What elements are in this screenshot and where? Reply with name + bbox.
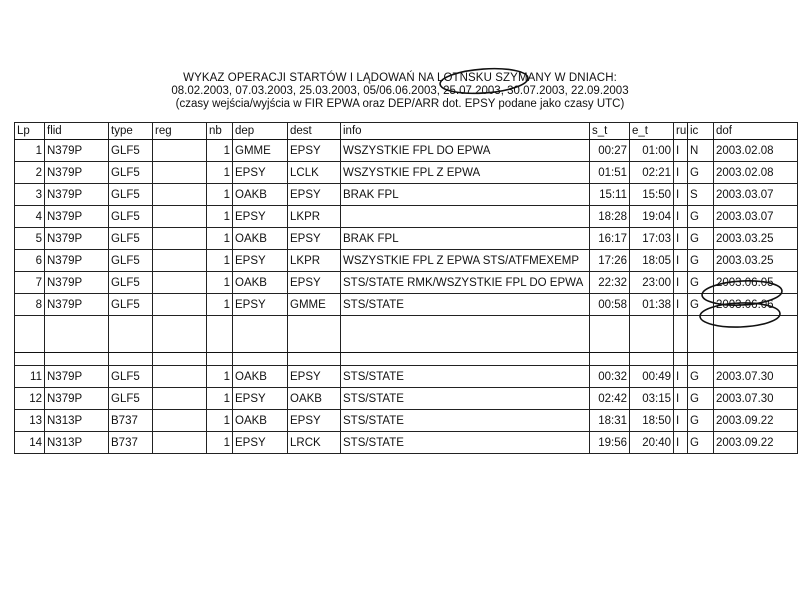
cell-nb: 1 [207, 228, 233, 250]
cell-flid: N379P [45, 250, 109, 272]
cell-ic: N [688, 140, 714, 162]
cell-s-t: 17:26 [590, 250, 630, 272]
cell-dof: 2003.03.07 [714, 184, 798, 206]
cell-e-t: 20:40 [630, 432, 674, 454]
cell-dest: LCLK [288, 162, 341, 184]
cell-lp: 13 [15, 410, 45, 432]
cell-dof: 2003.09.22 [714, 410, 798, 432]
cell-dep: EPSY [233, 294, 288, 316]
cell-lp: 6 [15, 250, 45, 272]
table-row [15, 294, 798, 316]
cell-dep: EPSY [233, 250, 288, 272]
cell-nb: 1 [207, 294, 233, 316]
operations-table [14, 122, 798, 454]
cell-type: GLF5 [109, 272, 153, 294]
cell-nb: 1 [207, 184, 233, 206]
cell-info: BRAK FPL [341, 228, 590, 250]
cell-dof: 2003.03.25 [714, 228, 798, 250]
cell-rul: I [674, 184, 688, 206]
cell-dep: OAKB [233, 366, 288, 388]
cell-e-t: 19:04 [630, 206, 674, 228]
cell-type: GLF5 [109, 250, 153, 272]
cell-type: B737 [109, 432, 153, 454]
header-note: (czasy wejścia/wyjścia w FIR EPWA oraz DEP/ARR dot. EPSY podane jako czasy UTC) [175, 98, 625, 110]
cell-ic: S [688, 184, 714, 206]
table-gap-section [15, 316, 798, 366]
cell-lp: 3 [15, 184, 45, 206]
cell-nb: 1 [207, 162, 233, 184]
table-row [15, 206, 798, 228]
cell-dest: EPSY [288, 184, 341, 206]
cell-dest: LKPR [288, 206, 341, 228]
header-title: WYKAZ OPERACJI STARTÓW I LĄDOWAŃ NA LOTNSKU SZYMANY W DNIACH: [183, 72, 617, 84]
cell-dep: OAKB [233, 228, 288, 250]
col-header-flid: flid [45, 123, 109, 140]
cell-rul: I [674, 410, 688, 432]
cell-reg [153, 140, 207, 162]
cell-s-t: 18:31 [590, 410, 630, 432]
cell-dep: OAKB [233, 184, 288, 206]
cell-reg [153, 250, 207, 272]
cell-e-t: 23:00 [630, 272, 674, 294]
cell-dof: 2003.03.07 [714, 206, 798, 228]
cell-e-t: 18:05 [630, 250, 674, 272]
cell-s-t: 02:42 [590, 388, 630, 410]
table-row [15, 184, 798, 206]
cell-flid: N379P [45, 184, 109, 206]
cell-dep: OAKB [233, 272, 288, 294]
cell-e-t: 00:49 [630, 366, 674, 388]
cell-lp: 7 [15, 272, 45, 294]
col-header-e-t: e_t [630, 123, 674, 140]
cell-rul: I [674, 250, 688, 272]
cell-s-t: 01:51 [590, 162, 630, 184]
col-header-rul: rul [674, 123, 688, 140]
cell-ic: G [688, 206, 714, 228]
table-row [15, 366, 798, 388]
cell-info: STS/STATE [341, 432, 590, 454]
cell-reg [153, 410, 207, 432]
cell-type: B737 [109, 410, 153, 432]
cell-ic: G [688, 432, 714, 454]
cell-reg [153, 366, 207, 388]
cell-s-t: 15:11 [590, 184, 630, 206]
cell-rul: I [674, 272, 688, 294]
col-header-info: info [341, 123, 590, 140]
cell-info: STS/STATE [341, 294, 590, 316]
table-body-top [15, 140, 798, 316]
cell-reg [153, 162, 207, 184]
cell-dep: EPSY [233, 206, 288, 228]
cell-dest: OAKB [288, 388, 341, 410]
cell-nb: 1 [207, 432, 233, 454]
cell-dest: EPSY [288, 366, 341, 388]
cell-rul: I [674, 206, 688, 228]
cell-reg [153, 388, 207, 410]
cell-rul: I [674, 294, 688, 316]
cell-rul: I [674, 366, 688, 388]
cell-info [341, 206, 590, 228]
table-row [15, 388, 798, 410]
cell-nb: 1 [207, 250, 233, 272]
cell-flid: N313P [45, 432, 109, 454]
col-header-nb: nb [207, 123, 233, 140]
table-row [15, 410, 798, 432]
cell-e-t: 03:15 [630, 388, 674, 410]
cell-dep: GMME [233, 140, 288, 162]
cell-ic: G [688, 272, 714, 294]
cell-dof: 2003.09.22 [714, 432, 798, 454]
cell-s-t: 19:56 [590, 432, 630, 454]
cell-type: GLF5 [109, 228, 153, 250]
cell-reg [153, 206, 207, 228]
table-row [15, 272, 798, 294]
cell-type: GLF5 [109, 294, 153, 316]
cell-rul: I [674, 228, 688, 250]
cell-ic: G [688, 388, 714, 410]
cell-flid: N379P [45, 140, 109, 162]
cell-lp: 2 [15, 162, 45, 184]
cell-reg [153, 228, 207, 250]
cell-lp: 5 [15, 228, 45, 250]
cell-type: GLF5 [109, 140, 153, 162]
cell-lp: 11 [15, 366, 45, 388]
cell-info: STS/STATE [341, 366, 590, 388]
cell-s-t: 00:27 [590, 140, 630, 162]
cell-nb: 1 [207, 410, 233, 432]
col-header-reg: reg [153, 123, 207, 140]
cell-s-t: 16:17 [590, 228, 630, 250]
cell-flid: N379P [45, 388, 109, 410]
cell-dof: 2003.06.06 [714, 294, 798, 316]
cell-reg [153, 432, 207, 454]
cell-reg [153, 184, 207, 206]
cell-dof: 2003.02.08 [714, 140, 798, 162]
col-header-s-t: s_t [590, 123, 630, 140]
cell-lp: 4 [15, 206, 45, 228]
table-body-bottom [15, 366, 798, 454]
cell-flid: N379P [45, 294, 109, 316]
cell-flid: N313P [45, 410, 109, 432]
cell-dest: EPSY [288, 140, 341, 162]
cell-type: GLF5 [109, 206, 153, 228]
cell-e-t: 17:03 [630, 228, 674, 250]
cell-rul: I [674, 388, 688, 410]
cell-info: STS/STATE RMK/WSZYSTKIE FPL DO EPWA [341, 272, 590, 294]
cell-dof: 2003.03.25 [714, 250, 798, 272]
cell-rul: I [674, 162, 688, 184]
cell-nb: 1 [207, 272, 233, 294]
col-header-dest: dest [288, 123, 341, 140]
cell-e-t: 02:21 [630, 162, 674, 184]
cell-ic: G [688, 366, 714, 388]
blank-spacer-row [15, 353, 798, 366]
cell-dep: EPSY [233, 432, 288, 454]
document-header [120, 72, 680, 111]
cell-info: STS/STATE [341, 410, 590, 432]
cell-nb: 1 [207, 140, 233, 162]
table-row [15, 140, 798, 162]
cell-reg [153, 272, 207, 294]
cell-dest: GMME [288, 294, 341, 316]
cell-dep: EPSY [233, 162, 288, 184]
cell-info: BRAK FPL [341, 184, 590, 206]
cell-dest: EPSY [288, 410, 341, 432]
cell-e-t: 01:00 [630, 140, 674, 162]
cell-ic: G [688, 162, 714, 184]
cell-e-t: 15:50 [630, 184, 674, 206]
cell-nb: 1 [207, 388, 233, 410]
cell-dep: OAKB [233, 410, 288, 432]
cell-dof: 2003.07.30 [714, 366, 798, 388]
cell-ic: G [688, 294, 714, 316]
cell-type: GLF5 [109, 162, 153, 184]
cell-dest: EPSY [288, 228, 341, 250]
cell-info: WSZYSTKIE FPL Z EPWA STS/ATFMEXEMP [341, 250, 590, 272]
cell-flid: N379P [45, 228, 109, 250]
table-row [15, 228, 798, 250]
cell-flid: N379P [45, 162, 109, 184]
cell-info: WSZYSTKIE FPL Z EPWA [341, 162, 590, 184]
cell-nb: 1 [207, 366, 233, 388]
table-row [15, 162, 798, 184]
cell-dep: EPSY [233, 388, 288, 410]
cell-lp: 8 [15, 294, 45, 316]
cell-info: WSZYSTKIE FPL DO EPWA [341, 140, 590, 162]
cell-dest: LRCK [288, 432, 341, 454]
cell-e-t: 18:50 [630, 410, 674, 432]
cell-lp: 12 [15, 388, 45, 410]
redacted-gap-row [15, 316, 798, 353]
cell-lp: 1 [15, 140, 45, 162]
table-row [15, 432, 798, 454]
cell-flid: N379P [45, 366, 109, 388]
cell-s-t: 00:58 [590, 294, 630, 316]
cell-rul: I [674, 432, 688, 454]
col-header-dof: dof [714, 123, 798, 140]
cell-rul: I [674, 140, 688, 162]
cell-ic: G [688, 410, 714, 432]
header-dates: 08.02.2003, 07.03.2003, 25.03.2003, 05/06.06.2003, 25.07.2003, 30.07.2003, 22.09.2003 [171, 85, 629, 97]
table-header-row [15, 123, 798, 140]
cell-nb: 1 [207, 206, 233, 228]
cell-e-t: 01:38 [630, 294, 674, 316]
cell-dof: 2003.07.30 [714, 388, 798, 410]
col-header-dep: dep [233, 123, 288, 140]
cell-dof: 2003.06.05 [714, 272, 798, 294]
cell-s-t: 00:32 [590, 366, 630, 388]
cell-flid: N379P [45, 272, 109, 294]
cell-reg [153, 294, 207, 316]
cell-dof: 2003.02.08 [714, 162, 798, 184]
cell-flid: N379P [45, 206, 109, 228]
col-header-lp: Lp [15, 123, 45, 140]
cell-info: STS/STATE [341, 388, 590, 410]
cell-s-t: 22:32 [590, 272, 630, 294]
cell-type: GLF5 [109, 388, 153, 410]
col-header-type: type [109, 123, 153, 140]
cell-dest: LKPR [288, 250, 341, 272]
cell-lp: 14 [15, 432, 45, 454]
cell-ic: G [688, 250, 714, 272]
cell-s-t: 18:28 [590, 206, 630, 228]
col-header-ic: ic [688, 123, 714, 140]
table-row [15, 250, 798, 272]
cell-ic: G [688, 228, 714, 250]
cell-dest: EPSY [288, 272, 341, 294]
cell-type: GLF5 [109, 366, 153, 388]
cell-type: GLF5 [109, 184, 153, 206]
